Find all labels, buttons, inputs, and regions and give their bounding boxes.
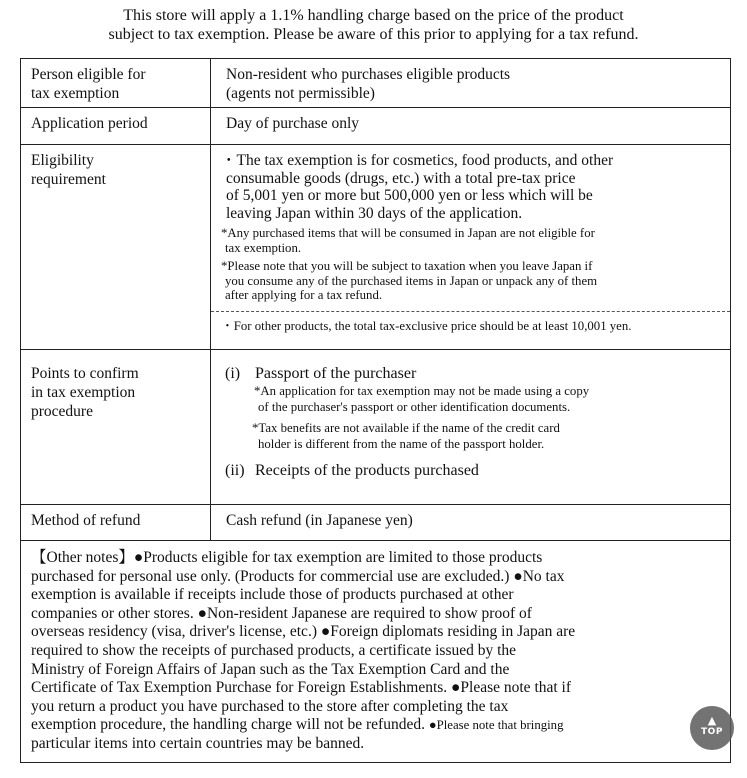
label-application-period: Application period <box>21 108 211 145</box>
value-application-period: Day of purchase only <box>211 108 731 145</box>
eligibility-note-taxation <box>211 255 730 303</box>
eligibility-note-consumed <box>211 222 730 255</box>
point-number: (i) <box>225 365 241 382</box>
other-notes-line: purchased for personal use only. (Products for commercial use are excluded.) ●No tax <box>31 567 565 585</box>
page-top-button[interactable] <box>690 706 734 750</box>
eligibility-line: consumable goods (drugs, etc.) with a total pre-tax price <box>226 169 576 187</box>
other-notes-line: 【Other notes】●Products eligible for tax exemption are limited to those products <box>31 549 543 566</box>
label-line: tax exemption <box>31 85 120 102</box>
intro-line-2: subject to tax exemption. Please be aware of this prior to applying for a tax refund. <box>108 26 639 43</box>
label-eligibility <box>21 145 211 350</box>
other-notes-text: ●Please note that bringing <box>428 718 564 733</box>
note-line: of the purchaser's passport or other identification documents. <box>258 400 571 414</box>
up-arrow-icon: ▲ <box>707 714 717 727</box>
other-notes-line: required to show the receipts of purchased products, a certificate issued by the <box>31 641 517 659</box>
label-person-eligible <box>21 59 211 108</box>
other-notes-line: Certificate of Tax Exemption Purchase for Foreign Establishments. ●Please note that if <box>31 679 572 697</box>
other-notes-line: exemption is available if receipts include those of products purchased at other <box>31 586 514 604</box>
label-points-to-confirm <box>21 350 211 505</box>
row-method-of-refund <box>21 505 731 541</box>
other-notes-line <box>31 716 720 735</box>
row-application-period <box>21 108 731 145</box>
point-passport <box>225 364 722 383</box>
note-line: tax exemption. <box>225 240 302 255</box>
point-text: Receipts of the products purchased <box>255 462 479 479</box>
value-line: (agents not permissible) <box>226 85 375 102</box>
eligibility-line: of 5,001 yen or more but 500,000 yen or less which will be <box>226 187 593 204</box>
label-line: Eligibility <box>31 152 94 169</box>
note-line: you consume any of the purchased items in Japan or unpack any of them <box>225 273 598 288</box>
eligibility-other-products: ・For other products, the total tax-exclusive price should be at least 10,001 yen. <box>211 311 730 340</box>
other-notes-line: Ministry of Foreign Affairs of Japan such as the Tax Exemption Card and the <box>31 660 510 678</box>
note-line: after applying for a tax refund. <box>225 288 383 302</box>
other-notes-line: particular items into certain countries may be banned. <box>31 734 365 752</box>
row-points-to-confirm <box>21 350 731 505</box>
note-line: holder is different from the name of the passport holder. <box>258 437 545 451</box>
intro-line-1: This store will apply a 1.1% handling charge based on the price of the product <box>123 7 624 24</box>
other-notes-line: companies or other stores. ●Non-resident Japanese are required to show proof of <box>31 604 532 622</box>
label-line: Person eligible for <box>31 66 146 83</box>
other-notes-text: exemption procedure, the handling charge will not be refunded. <box>31 716 429 734</box>
label-method-of-refund: Method of refund <box>21 505 211 541</box>
value-method-of-refund: Cash refund (in Japanese yen) <box>211 505 731 541</box>
value-line: Non-resident who purchases eligible products <box>226 66 511 83</box>
note-line: *Tax benefits are not available if the name of the credit card <box>252 421 560 435</box>
value-eligibility <box>211 145 731 350</box>
point-number: (ii) <box>225 462 245 479</box>
intro-notice <box>0 6 747 44</box>
other-notes-line: overseas residency (visa, driver's license, etc.) ●Foreign diplomats residing in Japan are <box>31 623 576 641</box>
point-note-credit-card <box>225 420 722 452</box>
row-person-eligible <box>21 59 731 108</box>
row-eligibility <box>21 145 731 350</box>
eligibility-line: ・The tax exemption is for cosmetics, food products, and other <box>221 152 614 169</box>
note-line: *Please note that you will be subject to taxation when you leave Japan if <box>221 259 593 273</box>
value-person-eligible <box>211 59 731 108</box>
other-notes-line: you return a product you have purchased to the store after completing the tax <box>31 697 509 715</box>
row-other-notes <box>21 541 731 763</box>
other-notes <box>21 541 731 763</box>
eligibility-line: leaving Japan within 30 days of the application. <box>226 204 523 222</box>
point-text: Passport of the purchaser <box>255 365 417 382</box>
tax-exemption-table <box>20 58 731 763</box>
note-line: *An application for tax exemption may not be made using a copy <box>254 384 590 398</box>
eligibility-main-text <box>211 145 730 222</box>
page-top-label: TOP <box>701 727 723 737</box>
value-points-to-confirm <box>211 350 731 505</box>
point-note-copy <box>225 383 722 415</box>
note-line: *Any purchased items that will be consumed in Japan are not eligible for <box>221 226 595 240</box>
point-receipts <box>225 461 722 480</box>
label-line: Points to confirm <box>31 365 139 382</box>
label-line: requirement <box>31 171 106 188</box>
label-line: procedure <box>31 403 93 420</box>
label-line: in tax exemption <box>31 384 136 401</box>
